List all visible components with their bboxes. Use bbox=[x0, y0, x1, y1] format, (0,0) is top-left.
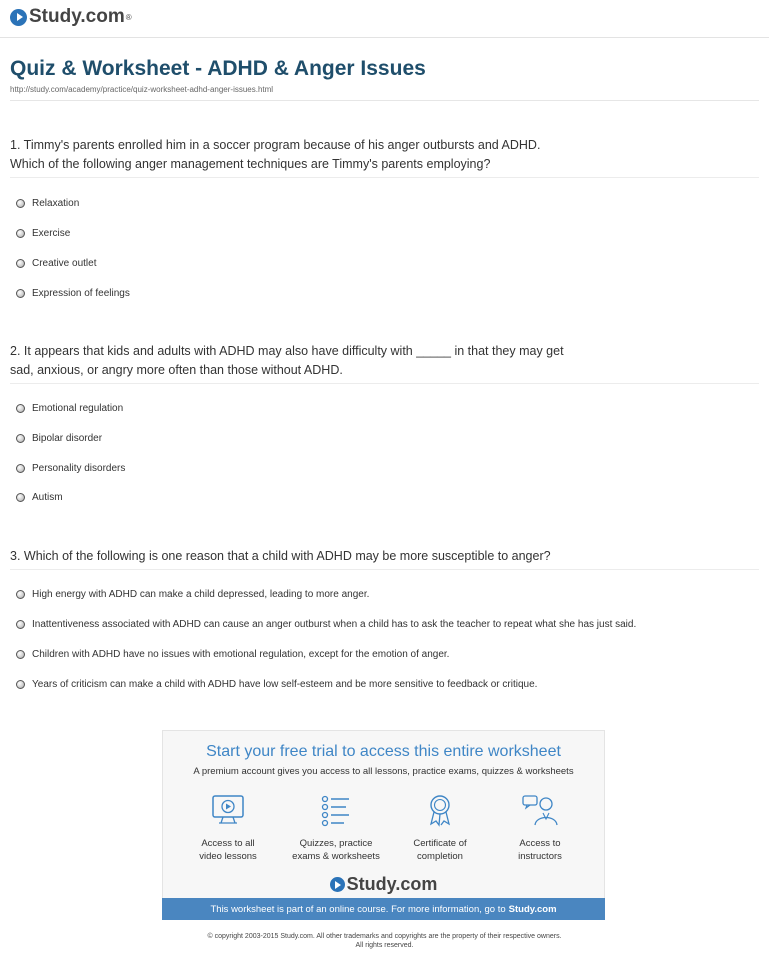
study-logo[interactable] bbox=[10, 6, 132, 28]
q3-option-3-label: Children with ADHD have no issues with emotional regulation, except for the emotion of anger. bbox=[32, 649, 450, 660]
q1-option-4[interactable] bbox=[16, 288, 130, 299]
radio-button-icon[interactable] bbox=[16, 590, 25, 599]
radio-button-icon[interactable] bbox=[16, 650, 25, 659]
question-3 bbox=[10, 547, 750, 566]
feature-instructors bbox=[485, 793, 595, 863]
promo-info-bar bbox=[162, 898, 605, 920]
video-lesson-icon bbox=[210, 793, 246, 827]
q1-option-1-label: Relaxation bbox=[32, 198, 80, 209]
promo-subtitle: A premium account gives you access to all lessons, practice exams, quizzes & worksheets bbox=[193, 766, 574, 777]
q1-option-4-label: Expression of feelings bbox=[32, 288, 130, 299]
copyright-footer bbox=[0, 932, 769, 950]
free-trial-promo[interactable] bbox=[162, 730, 605, 920]
q3-option-1[interactable] bbox=[16, 589, 369, 600]
q3-option-2-label: Inattentiveness associated with ADHD can cause an anger outburst when a child has to ask the teacher to repeat what she has just said. bbox=[32, 619, 637, 630]
radio-button-icon[interactable] bbox=[16, 404, 25, 413]
study-play-icon bbox=[10, 9, 27, 26]
promo-logo-text: Study.com bbox=[346, 874, 438, 894]
feature-instructors-label-1: Access to bbox=[519, 838, 561, 849]
radio-button-icon[interactable] bbox=[16, 464, 25, 473]
question-2-line-2: sad, anxious, or angry more often than those without ADHD. bbox=[10, 363, 343, 377]
feature-quizzes bbox=[281, 793, 391, 863]
header-divider bbox=[0, 37, 769, 38]
question-1-divider bbox=[10, 177, 759, 178]
promo-bar-link[interactable]: Study.com bbox=[508, 903, 557, 915]
q3-option-4-label: Years of criticism can make a child with ADHD have low self-esteem and be more sensitive to feedback or critique. bbox=[32, 679, 538, 690]
quiz-list-icon bbox=[318, 793, 354, 827]
q2-option-4[interactable] bbox=[16, 492, 63, 503]
feature-video-lessons bbox=[173, 793, 283, 863]
page-title: Quiz & Worksheet - ADHD & Anger Issues bbox=[10, 57, 426, 80]
promo-bar-text: This worksheet is part of an online course. For more information, go to bbox=[210, 903, 506, 915]
copyright-line-1: © copyright 2003-2015 Study.com. All other trademarks and copyrights are the property of their respective owners. bbox=[207, 933, 562, 940]
q2-option-1[interactable] bbox=[16, 403, 123, 414]
logo-text: Study.com bbox=[29, 6, 125, 27]
q1-option-2-label: Exercise bbox=[32, 228, 71, 239]
certificate-icon bbox=[422, 793, 458, 827]
radio-button-icon[interactable] bbox=[16, 493, 25, 502]
page-url: http://study.com/academy/practice/quiz-worksheet-adhd-anger-issues.html bbox=[10, 85, 274, 94]
title-divider bbox=[10, 100, 759, 101]
radio-button-icon[interactable] bbox=[16, 620, 25, 629]
feature-certificate-label-1: Certificate of bbox=[413, 838, 467, 849]
q1-option-1[interactable] bbox=[16, 198, 79, 209]
feature-video-label-1: Access to all bbox=[201, 838, 255, 849]
radio-button-icon[interactable] bbox=[16, 434, 25, 443]
study-play-icon bbox=[330, 877, 345, 892]
question-1-line-2: Which of the following anger management techniques are Timmy's parents employing? bbox=[10, 157, 491, 171]
q3-option-1-label: High energy with ADHD can make a child depressed, leading to more anger. bbox=[32, 589, 370, 600]
q1-option-3[interactable] bbox=[16, 258, 96, 269]
q1-option-2[interactable] bbox=[16, 228, 70, 239]
radio-button-icon[interactable] bbox=[16, 289, 25, 298]
q2-option-2[interactable] bbox=[16, 433, 102, 444]
q2-option-2-label: Bipolar disorder bbox=[32, 433, 103, 444]
trademark-mark: ® bbox=[125, 12, 132, 22]
feature-instructors-label-2: instructors bbox=[518, 851, 562, 862]
q2-option-3-label: Personality disorders bbox=[32, 463, 126, 474]
q3-option-4[interactable] bbox=[16, 679, 537, 690]
question-3-divider bbox=[10, 569, 759, 570]
question-1 bbox=[10, 136, 630, 174]
radio-button-icon[interactable] bbox=[16, 680, 25, 689]
question-2-divider bbox=[10, 383, 759, 384]
instructors-icon bbox=[520, 793, 560, 827]
radio-button-icon[interactable] bbox=[16, 199, 25, 208]
question-1-line-1: 1. Timmy's parents enrolled him in a soccer program because of his anger outbursts and ADHD. bbox=[10, 138, 541, 152]
promo-study-logo[interactable] bbox=[163, 874, 604, 895]
feature-video-label-2: video lessons bbox=[199, 851, 257, 862]
q2-option-3[interactable] bbox=[16, 463, 125, 474]
feature-quizzes-label-2: exams & worksheets bbox=[292, 851, 380, 862]
question-2 bbox=[10, 342, 630, 380]
promo-title[interactable]: Start your free trial to access this entire worksheet bbox=[206, 743, 561, 760]
q2-option-1-label: Emotional regulation bbox=[32, 403, 124, 414]
feature-quizzes-label-1: Quizzes, practice bbox=[299, 838, 373, 849]
feature-certificate-label-2: completion bbox=[417, 851, 463, 862]
question-2-line-1: 2. It appears that kids and adults with ADHD may also have difficulty with _____ in that they may get bbox=[10, 344, 564, 358]
radio-button-icon[interactable] bbox=[16, 229, 25, 238]
q3-option-2[interactable] bbox=[16, 619, 636, 630]
q1-option-3-label: Creative outlet bbox=[32, 258, 97, 269]
feature-certificate bbox=[385, 793, 495, 863]
radio-button-icon[interactable] bbox=[16, 259, 25, 268]
copyright-line-2: All rights reserved. bbox=[355, 942, 414, 949]
question-3-line-1: 3. Which of the following is one reason that a child with ADHD may be more susceptible to anger? bbox=[10, 549, 551, 563]
q3-option-3[interactable] bbox=[16, 649, 449, 660]
q2-option-4-label: Autism bbox=[32, 492, 63, 503]
